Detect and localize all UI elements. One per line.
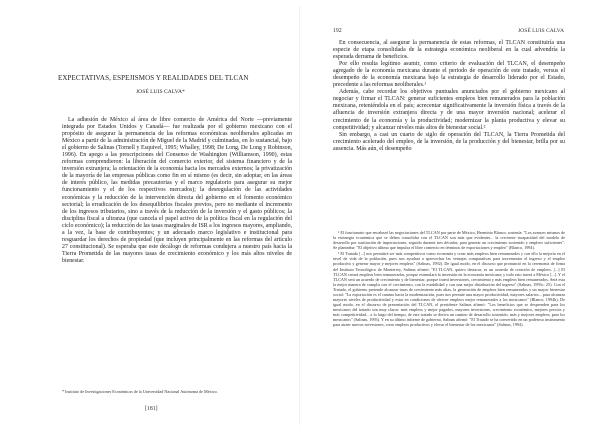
article-author: JOSÉ LUIS CALVA* <box>136 89 185 95</box>
body-paragraph: Sin embargo, a casi un cuarto de siglo de operación del TLCAN, la Tierra Prometida del crecimiento acelerado del empleo, de la inversión, de la producción y del bienestar, brilla por su ausencia. Más aún, el desempeño <box>333 131 565 152</box>
left-page-number: [181] <box>145 406 158 412</box>
body-paragraph: Por ello resulta legítimo asumir, como criterio de evaluación del TLCAN, el desempeño agregado de la economía mexicana durante el periodo de operación de este tratado, versus el desempeño de la economía mexicana bajo la estrategia de desarrollo liderado por el Estado, precedente a las reformas neoliberales.¹ <box>333 61 565 89</box>
footnotes <box>333 230 565 328</box>
body-paragraph: En consecuencia, al asegurar la permanencia de estas reformas, el TLCAN constituiría una especie de etapa consolidada de la estrategia económica neoliberal en la cual advendría la esperada derrama de beneficios. <box>333 40 565 61</box>
body-paragraph: Además, cabe recordar los objetivos puntuales anunciados por el gobierno mexicano al negociar y firmar el TLCAN: generar suficientes empleos bien remunerados para la población mexicana, reteniéndola en el país; acrecentar significativamente la inversión física a través de la afluencia de inversión extranjera directa y de una mayor inversión nacional; acelerar el crecimiento de la economía y la productividad; modernizar la planta productiva y elevar su competitividad; y alcanzar niveles más altos de bienestar social.² <box>333 89 565 131</box>
footnote: ¹ El funcionario que encabezó las negociaciones del TLCAN por parte de México, Herminio Blanco, sostenía: "Los avances mismos de la estrategia económica que se deben consolidar con el TLCAN son más que evidentes... la creciente incapacidad del modelo de desarrollo por sustitución de importaciones, seguido durante tres décadas, para generar un crecimiento sostenido y empleos suficientes". Se planteaba: "El objetivo último que impulsa el libre comercio en términos de exportaciones y empleo" (Blanco, 1994). <box>333 230 565 251</box>
right-page-number: 192 <box>333 28 342 34</box>
left-body-paragraph: La adhesión de México al área de libre comercio de América del Norte —previamente integrada por Estados Unidos y Canadá— fue realizada por el gobierno mexicano con el propósito de asegurar la permanencia de las reformas económicas neoliberales aplicadas en México a partir de la administración de Miguel de la Madrid y culminadas, en lo sustancial, bajo el gobierno de Salinas (Tornell y Esquivel, 1995; Whalley, 1998; De Long, De Long y Robinson, 1996). En apego a las prescripciones del Consenso de Washington (Williamson, 1990), estas reformas comprendieron: la liberación del comercio exterior, del sistema financiero y de la inversión extranjera; la orientación de la economía hacia los mercados externos; la privatización de la mayoría de las empresas públicas como fin en sí mismo (es decir, sin adoptar, en las áreas de interés público, las medidas precautorias y el marco regulatorio para asegurar su mejor funcionamiento y el de los respectivos mercados); la desregulación de las actividades económicas y la reducción de la intervención directa del gobierno en el fomento económico sectorial; la erradicación de los desequilibrios fiscales previos, pero no mediante el incremento de los ingresos tributarios, sino a través de la reducción de la inversión y el gasto públicos; la disciplina fiscal a ultranza (que cancela el papel activo de la política fiscal en la regulación del ciclo económico); la reducción de las tasas marginales de ISR a los ingresos mayores, ampliando, a la vez, la base de contribuyentes; y un adecuado marco legislativo e institucional para resguardar los derechos de propiedad (que incluyen principalmente en las reformas del artículo 27 constitucional). Se esperaba que este decálogo de reformas condujera a nuestro país hacia la Tierra Prometida de las mayores tasas de crecimiento económico y los más altos niveles de bienestar. <box>62 117 292 264</box>
right-body-text <box>333 40 565 153</box>
author-affiliation-footnote: * Instituto de Investigaciones Económicas de la Universidad Nacional Autónoma de México. <box>62 389 218 394</box>
running-head: JOSÉ LUIS CALVA <box>518 28 565 34</box>
footnote: ² El Tratado [...] nos permitirá ser más competitivos como economía y crear más empleos bien remunerados y con ello la mejoría en el nivel de vida de la población, pues nos ayudará a aprovechar las ventajas comparativas para incrementar el ingreso y el empleo productivo y generar mayor y mejores empleos" (Salinas, 1992). De igual modo, en el discurso que pronunció en la ceremonia de firma del Instituto Tecnológico de Monterrey, Salinas afirmó: "El TLCAN, quiero destacar, es un acuerdo de creación de empleos. [...] El TLCAN creará empleos bien remunerados, porque estimulará la inversión en la economía mexicana; y todo esto traerá a México [...]. Y el TLCAN será un acuerdo de crecimiento y de bienestar, porque traerá inversiones, crecimiento y más empleos bien remunerados. Será esta la mejor manera de cumplir con el crecimiento, con la estabilidad y con una mejor distribución del ingreso" (Salinas, 1993c: 25). Con el Tratado, el gobierno pretende alcanzar tasas de crecimiento más altas, la generación de empleos bien remunerados y un mayor bienestar social: "La exportación es el camino hacia la modernización, pues nos permite una mayor productividad, mayores salarios... para alcanzar mayores niveles de productividad y estar en condiciones de ofrecer empleos mejor remunerados a los mexicanos" (Blanco, 1994b). De igual modo, en el discurso de presentación del TLCAN, el presidente Salinas afirmó: "Los beneficios que se desprenden para los mexicanos del tratado son muy claros: más empleos y mejor pagados, mayores inversiones, crecimiento económico, mejores precios y más competitividad... a lo largo del tiempo, de este tratado se deriva un camino de desarrollo sostenido, más y mejores empleos, para los mexicanos" (Salinas, 1993). Y en su último informe de gobierno, Salinas afirmó: "El Tratado se ha convertido en un poderoso instrumento para atraer nuevas inversiones, crear empleos productivos y elevar el bienestar de los mexicanos" (Salinas, 1994). <box>333 251 565 328</box>
left-body-text <box>62 117 292 265</box>
right-page <box>300 0 600 431</box>
article-title: EXPECTATIVAS, ESPEJISMOS Y REALIDADES DEL TLCAN <box>58 74 249 82</box>
